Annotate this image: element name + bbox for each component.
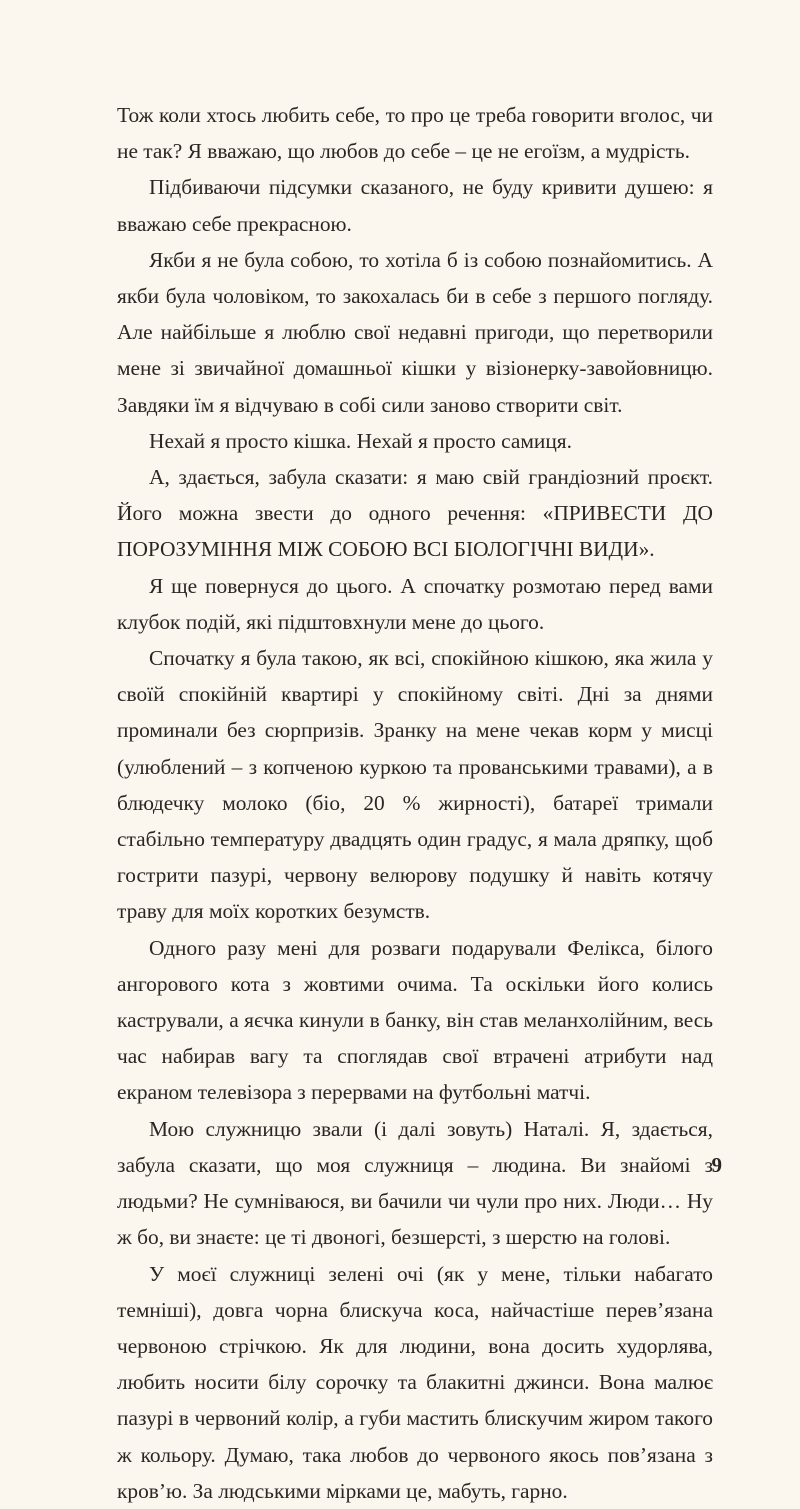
body-text xyxy=(117,97,713,1509)
paragraph-6: Я ще повернуся до цього. А спочатку розмотаю перед вами клубок подій, які підштовхнули мене до цього. xyxy=(117,573,713,634)
paragraph-10: У моєї служниці зелені очі (як у мене, тільки набагато темніші), довга чорна блискуча коса, найчастіше перев’язана червоною стрічкою. Як для людини, вона досить худорлява, любить носити білу сорочку та блакитні джинси. Вона малює пазурі в червоний колір, а губи мастить блискучим жиром такого ж кольору. Думаю, така любов до червоного якось пов’язана з кров’ю. За людськими мірками це, мабуть, гарно. xyxy=(117,1261,713,1503)
paragraph-5: А, здається, забула сказати: я маю свій грандіозний проєкт. Його можна звести до одного речення: «ПРИВЕСТИ ДО ПОРОЗУМІННЯ МІЖ СОБОЮ ВСІ БІОЛОГІЧНІ ВИДИ». xyxy=(117,465,713,562)
page-number: 9 xyxy=(711,1153,722,1177)
paragraph-3: Якби я не була собою, то хотіла б із собою познайомитись. А якби була чоловіком, то закохалась би в себе з першого погляду. Але найбільше я люблю свої недавні пригоди, що перетворили мене зі звичайної домашньої кішки у візіонерку-завойовницю. Завдяки їм я відчуваю в собі сили заново створити світ. xyxy=(117,247,713,417)
paragraph-2: Підбиваючи підсумки сказаного, не буду кривити душею: я вважаю себе прекрасною. xyxy=(117,175,713,236)
paragraph-7: Спочатку я була такою, як всі, спокійною кішкою, яка жила у своїй спокійній квартирі у спокійному світі. Дні за днями проминали без сюрпризів. Зранку на мене чекав корм у мисці (улюблений – з копченою куркою та прованськими травами), а в блюдечку молоко (біо, 20 % жирності), батареї тримали стабільно температуру двадцять один градус, я мала дряпку, щоб гострити пазурі, червону велюрову подушку й навіть котячу траву для моїх коротких безумств. xyxy=(117,646,713,924)
paragraph-1: Тож коли хтось любить себе, то про це треба говорити вголос, чи не так? Я вважаю, що любов до себе – це не егоїзм, а мудрість. xyxy=(117,103,713,164)
paragraph-4: Нехай я просто кішка. Нехай я просто самиця. xyxy=(149,428,572,453)
paragraph-9: Мою служницю звали (і далі зовуть) Наталі. Я, здається, забула сказати, що моя служниця – людина. Ви знайомі з людьми? Не сумніваюся, ви бачили чи чули про них. Люди… Ну ж бо, ви знаєте: це ті двоногі, безшерсті, з шерстю на голові. xyxy=(117,1116,713,1250)
paragraph-8: Одного разу мені для розваги подарували Фелікса, білого ангорового кота з жовтими очима. Та оскільки його колись кастрували, а яєчка кинули в банку, він став меланхолійним, весь час набирав вагу та споглядав свої втрачені атрибути над екраном телевізора з перервами на футбольні матчі. xyxy=(117,935,713,1105)
